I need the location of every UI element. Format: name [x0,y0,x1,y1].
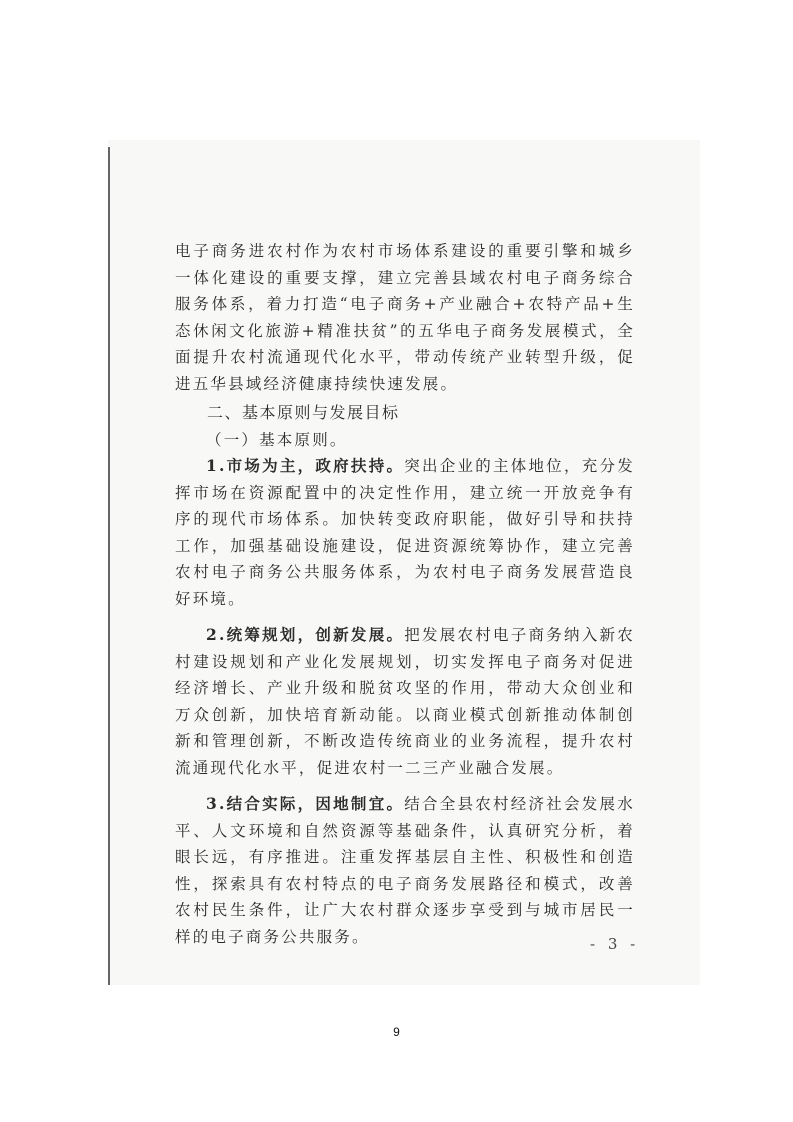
principle-1 [175,453,635,612]
principle-2 [175,622,635,781]
scan-page-number: - 3 - [590,935,640,953]
intro-paragraph: 电子商务进农村作为农村市场体系建设的重要引擎和城乡一体化建设的重要支撑，建立完善县域农村电子商务综合服务体系，着力打造“电子商务+产业融合+农特产品+生态休闲文化旅游+精准扶贫”的五华电子商务发展模式，全面提升农村流通现代化水平，带动传统产业转型升级，促进五华县域经济健康持续快速发展。 [175,242,635,393]
section-heading: 二、基本原则与发展目标 [207,403,400,422]
scan-edge-line [108,147,110,985]
principle-2-body: 把发展农村电子商务纳入新农村建设规划和产业化发展规划，切实发挥电子商务对促进经济增长、产业升级和脱贫攻坚的作用，带动大众创业和万众创新，加快培育新动能。以商业模式创新推动体制创新和管理创新，不断改造传统商业的业务流程，提升农村流通现代化水平，促进农村一二三产业融合发展。 [175,626,635,777]
principle-3-title: 3.结合实际，因地制宜。 [206,794,405,813]
footer-page-number: 9 [393,1025,400,1039]
document-body [175,238,635,950]
principle-3 [175,791,635,950]
principle-3-body: 结合全县农村经济社会发展水平、人文环境和自然资源等基础条件，认真研究分析，着眼长远，有序推进。注重发挥基层自主性、积极性和创造性，探索具有农村特点的电子商务发展路径和模式，改善农村民生条件，让广大农村群众逐步享受到与城市居民一样的电子商务公共服务。 [175,795,635,946]
principle-1-title: 1.市场为主，政府扶持。 [206,456,405,475]
principle-2-title: 2.统筹规划，创新发展。 [206,625,405,644]
principle-1-body: 突出企业的主体地位，充分发挥市场在资源配置中的决定性作用，建立统一开放竞争有序的现代市场体系。加快转变政府职能，做好引导和扶持工作，加强基础设施建设，促进资源统筹协作，建立完善农村电子商务公共服务体系，为农村电子商务发展营造良好环境。 [175,457,635,608]
subsection-heading: （一）基本原则。 [206,430,348,449]
